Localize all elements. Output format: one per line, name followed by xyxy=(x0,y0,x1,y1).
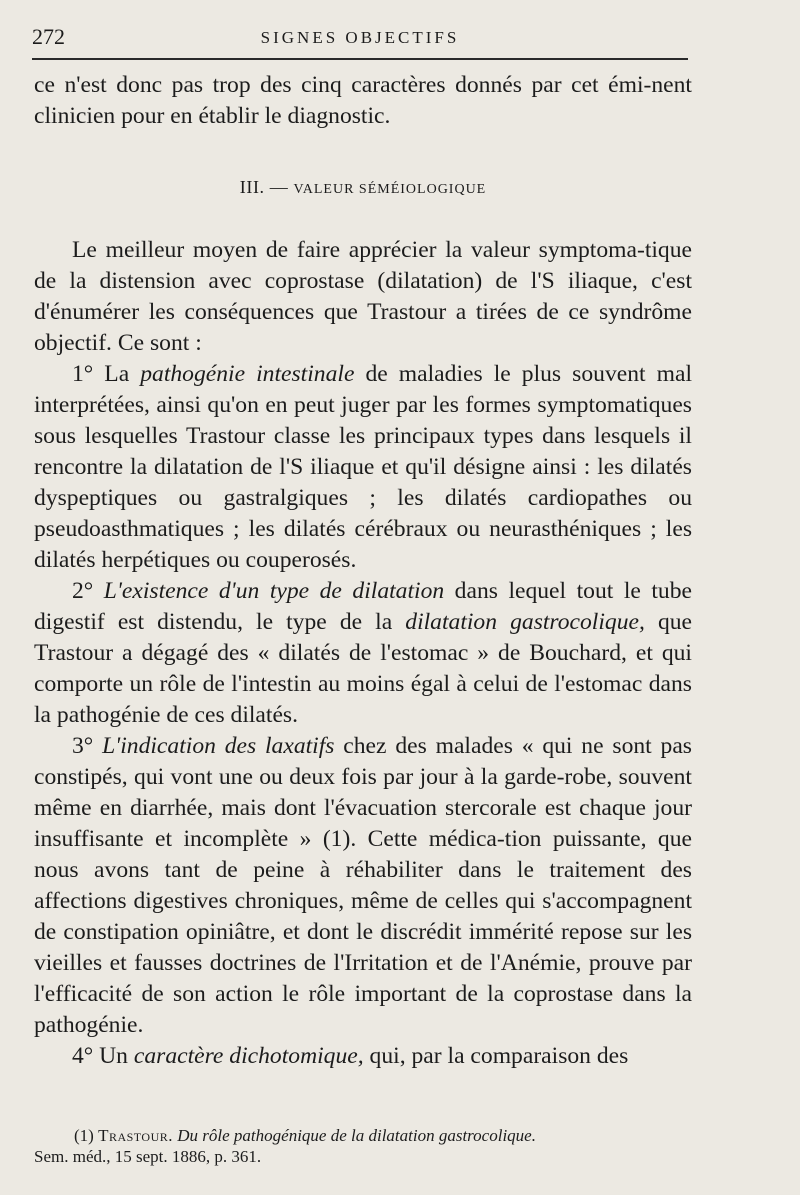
running-head: SIGNES OBJECTIFS xyxy=(260,28,460,47)
page-number: 272 xyxy=(32,24,65,49)
section-heading xyxy=(34,172,692,205)
body-text xyxy=(34,70,692,1072)
item-2-text: que Trastour a dégagé des « dilatés de l'estomac » de Bouchard, et qui comporte un rôle de l'intestin au moins égal à celui de l'estomac dans la pathogénie de ces dilatés. xyxy=(34,609,693,728)
item-2-emphasis-1: L'existence d'un type de dilatation xyxy=(103,578,445,604)
item-4-text: qui, par la comparaison des xyxy=(363,1043,629,1069)
intro-paragraph: Le meilleur moyen de faire apprécier la valeur symptoma-tique de la distension avec coprostase (dilatation) de l'S iliaque, c'est d'énumérer les conséquences que Trastour a tirées de ce syndrôme objectif. Ce sont : xyxy=(34,237,692,356)
item-2-number: 2° xyxy=(72,578,104,604)
footnote-marker: (1) xyxy=(74,1126,99,1145)
item-4-number: 4° Un xyxy=(72,1043,134,1069)
page-header xyxy=(32,22,688,60)
item-1-number: 1° La xyxy=(72,361,141,387)
footnote-author: Trastour. xyxy=(98,1126,174,1145)
item-1-text: de maladies le plus souvent mal interprétées, ainsi qu'on en peut juger par les formes symptomatiques sous lesquelles Trastour classe les principaux types dans lesquels il rencontre la dilatation de l'S iliaque et qu'il désigne ainsi : les dilatés dyspeptiques ou gastralgiques ; les dilatés cardiopathes ou pseudoasthmatiques ; les dilatés cérébraux ou neurasthéniques ; les dilatés herpétiques ou couperosés. xyxy=(34,361,692,573)
list-item-2 xyxy=(34,576,692,731)
continuation-paragraph: ce n'est donc pas trop des cinq caractères donnés par cet émi-nent clinicien pour en établir le diagnostic. xyxy=(34,72,692,129)
section-number: III. — xyxy=(239,177,289,197)
section-title: VALEUR SÉMÉIOLOGIQUE xyxy=(293,182,487,197)
item-3-text: chez des malades « qui ne sont pas constipés, qui vont une ou deux fois par jour à la garde-robe, souvent même en diarrhée, mais dont l'évacuation stercorale est chaque jour insuffisante et incomplète » (1). Cette médica-tion puissante, que nous avons tant de peine à réhabiliter dans le traitement des affections digestives chroniques, même de celles qui s'accompagnent de constipation opiniâtre, et dont le discrédit immérité repose sur les vieilles et fausses doctrines de l'Irritation et de l'Anémie, prouve par l'efficacité de son action le rôle important de la coprostase dans la pathogénie. xyxy=(34,733,692,1038)
item-3-number: 3° xyxy=(72,733,103,759)
footnote-title: Du rôle pathogénique de la dilatation gastrocolique. xyxy=(173,1126,536,1145)
footnote xyxy=(34,1125,694,1167)
footnote-line-1 xyxy=(34,1125,694,1146)
list-item-3 xyxy=(34,731,692,1041)
item-1-emphasis: pathogénie intestinale xyxy=(140,361,355,387)
item-2-emphasis-2: dilatation gastrocolique, xyxy=(405,609,645,635)
list-item-4 xyxy=(34,1041,692,1072)
item-2-text-mid: dans lequel tout le tube digestif est distendu, le type de la xyxy=(34,578,692,635)
list-item-1 xyxy=(34,359,692,576)
footnote-source: Sem. méd., 15 sept. 1886, p. 361. xyxy=(34,1147,262,1166)
item-3-emphasis: L'indication des laxatifs xyxy=(102,733,335,759)
item-4-emphasis: caractère dichotomique, xyxy=(133,1043,364,1069)
